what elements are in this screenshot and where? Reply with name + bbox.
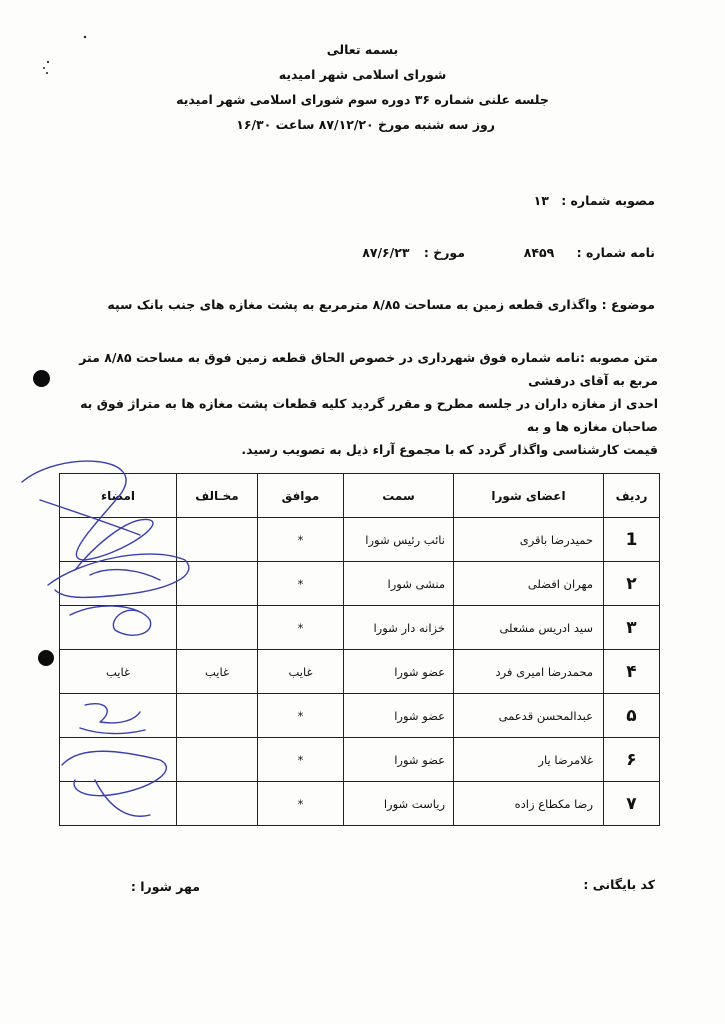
subject-line <box>107 297 655 312</box>
table-row <box>60 694 660 738</box>
col-header-disagree: مخـالف <box>177 474 258 518</box>
basmala-heading: بسمه تعالی <box>326 42 399 57</box>
disagree-cell <box>177 606 258 650</box>
signature-cell <box>60 738 177 782</box>
letter-date-label: مورخ : <box>423 245 465 260</box>
subject-label: موضوع : <box>601 297 655 312</box>
session-date: روز سه شنبه مورخ ۸۷/۱۲/۲۰ ساعت ۱۶/۳۰ <box>236 117 495 132</box>
row-number-cell: 1 <box>604 518 660 562</box>
resolution-body-line2: احدی از مغازه داران در جلسه مطرح و مقرر گردید کلیه قطعات پشت مغازه ها به متراژ فوق به صاحبان مغازه ها و به <box>80 396 658 434</box>
resolution-body-line1: متن مصوبه :نامه شماره فوق شهرداری در خصوص الحاق قطعه زمین فوق به مساحت ۸/۸۵ متر مربع به آقای درفشی <box>79 350 658 388</box>
disagree-cell <box>177 518 258 562</box>
letter-number-label: نامه شماره : <box>576 245 655 260</box>
signature-cell: غایب <box>60 650 177 694</box>
member-role-cell: عضو شورا <box>344 738 454 782</box>
disagree-cell <box>177 562 258 606</box>
council-name: شورای اسلامی شهر امیدیه <box>278 67 447 82</box>
council-vote-table <box>59 473 660 826</box>
table-row <box>60 782 660 826</box>
resolution-number <box>534 193 655 208</box>
signature-cell <box>60 606 177 650</box>
signature-cell <box>60 562 177 606</box>
disagree-cell <box>177 738 258 782</box>
resolution-number-value: ۱۳ <box>533 193 549 208</box>
agree-cell: * <box>258 694 344 738</box>
member-role-cell: عضو شورا <box>344 650 454 694</box>
col-header-row-number: ردیف <box>604 474 660 518</box>
table-row <box>60 650 660 694</box>
col-header-signature: امضاء <box>60 474 177 518</box>
col-header-member: اعضای شورا <box>454 474 604 518</box>
punch-hole-bottom <box>38 650 54 666</box>
body-label: متن مصوبه : <box>580 350 658 365</box>
table-row <box>60 562 660 606</box>
member-name-cell: محمدرضا امیری فرد <box>454 650 604 694</box>
letter-date-value: ۸۷/۶/۲۳ <box>362 245 410 260</box>
row-number-cell: ۲ <box>604 562 660 606</box>
archive-code: کد بایگانی : <box>583 877 655 892</box>
member-role-cell: نائب رئیس شورا <box>344 518 454 562</box>
col-header-role: سمت <box>344 474 454 518</box>
table-row <box>60 518 660 562</box>
member-name-cell: مهران افضلی <box>454 562 604 606</box>
agree-cell: * <box>258 738 344 782</box>
member-role-cell: عضو شورا <box>344 694 454 738</box>
council-seal: مهر شورا : <box>130 879 200 894</box>
row-number-cell: ۳ <box>604 606 660 650</box>
subject-text: واگذاری قطعه زمین به مساحت ۸/۸۵ مترمربع به پشت مغازه های جنب بانک سپه <box>107 297 598 312</box>
resolution-body <box>58 346 658 461</box>
member-name-cell: غلامرضا یار <box>454 738 604 782</box>
resolution-number-label: مصوبه شماره : <box>561 193 655 208</box>
member-name-cell: رضا مکطاع زاده <box>454 782 604 826</box>
member-role-cell: منشی شورا <box>344 562 454 606</box>
agree-cell: * <box>258 606 344 650</box>
punch-hole-top <box>33 370 50 387</box>
agree-cell: * <box>258 518 344 562</box>
disagree-cell <box>177 782 258 826</box>
member-name-cell: عبدالمحسن قدعمی <box>454 694 604 738</box>
table-row <box>60 606 660 650</box>
disagree-cell <box>177 694 258 738</box>
session-title: جلسه علنی شماره ۳۶ دوره سوم شورای اسلامی شهر امیدیه <box>176 92 549 107</box>
col-header-agree: موافق <box>258 474 344 518</box>
letter-number-value: ۸۴۵۹ <box>523 245 555 260</box>
row-number-cell: ۷ <box>604 782 660 826</box>
signature-cell <box>60 782 177 826</box>
table-row <box>60 738 660 782</box>
row-number-cell: ۵ <box>604 694 660 738</box>
signature-cell <box>60 518 177 562</box>
agree-cell: غایب <box>258 650 344 694</box>
agree-cell: * <box>258 782 344 826</box>
disagree-cell: غایب <box>177 650 258 694</box>
resolution-body-line3: قیمت کارشناسی واگذار گردد که با مجموع آراء ذیل به تصویب رسید. <box>241 442 658 457</box>
letter-date <box>362 245 465 260</box>
member-name-cell: حمیدرضا باقری <box>454 518 604 562</box>
table-header-row <box>60 474 660 518</box>
member-role-cell: خزانه دار شورا <box>344 606 454 650</box>
signature-cell <box>60 694 177 738</box>
member-role-cell: ریاست شورا <box>344 782 454 826</box>
member-name-cell: سید ادریس مشعلی <box>454 606 604 650</box>
row-number-cell: ۶ <box>604 738 660 782</box>
letter-number <box>524 245 655 260</box>
agree-cell: * <box>258 562 344 606</box>
row-number-cell: ۴ <box>604 650 660 694</box>
